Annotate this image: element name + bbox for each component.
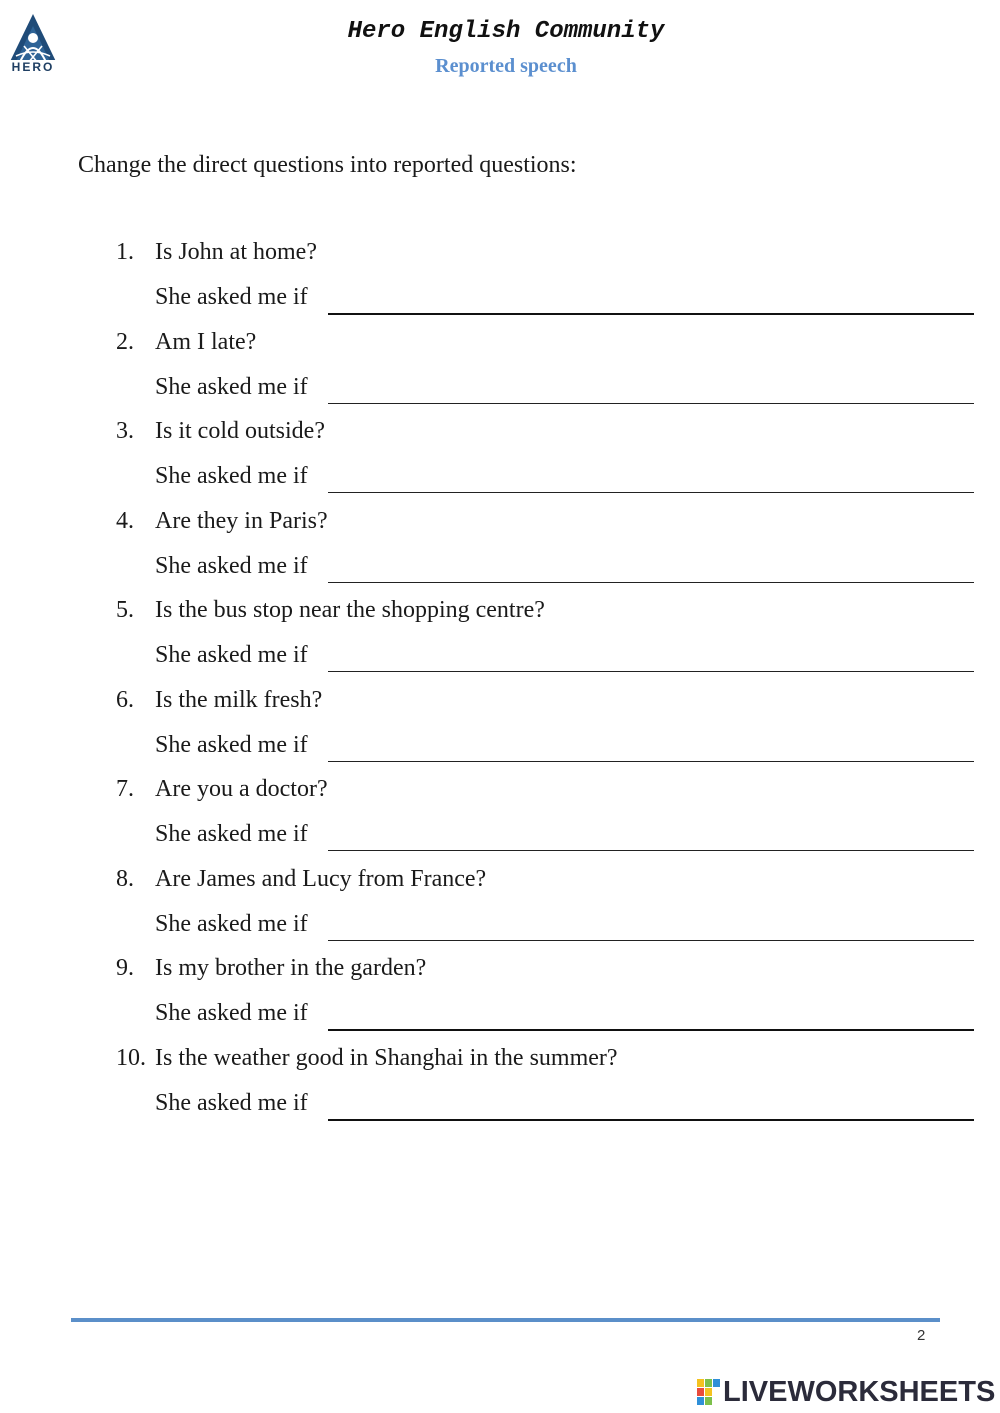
question-text: Are James and Lucy from France?: [155, 865, 487, 892]
answer-blank[interactable]: [328, 582, 974, 583]
question-item-3: [0, 418, 1000, 508]
liveworksheets-blocks-icon: [697, 1379, 721, 1405]
document-title: Hero English Community: [347, 18, 665, 45]
question-number: 9.: [116, 955, 134, 981]
question-item-4: [0, 508, 1000, 598]
answer-blank[interactable]: [328, 671, 974, 672]
liveworksheets-wordmark: LIVEWORKSHEETS: [723, 1375, 996, 1408]
question-text: Is my brother in the garden?: [155, 955, 427, 981]
question-text: Are they in Paris?: [155, 507, 328, 534]
answer-prefix: She asked me if: [155, 552, 308, 579]
question-item-1: [0, 239, 1000, 329]
question-number: 1.: [116, 239, 134, 265]
answer-blank[interactable]: [328, 761, 974, 762]
question-number: 3.: [116, 418, 134, 444]
question-text: Are you a doctor?: [155, 776, 328, 802]
question-number: 8.: [116, 865, 134, 892]
question-number: 6.: [116, 686, 134, 713]
question-text: Is the weather good in Shanghai in the summer?: [155, 1044, 618, 1071]
question-number: 4.: [116, 507, 134, 534]
question-text: Am I late?: [155, 328, 257, 355]
answer-prefix: She asked me if: [155, 463, 308, 489]
answer-prefix: She asked me if: [155, 284, 308, 310]
question-item-9: [0, 955, 1000, 1045]
answer-prefix: She asked me if: [155, 910, 308, 937]
question-item-10: [0, 1045, 1000, 1135]
answer-prefix: She asked me if: [155, 1000, 308, 1026]
question-line: [116, 329, 256, 356]
answer-prefix: She asked me if: [155, 642, 308, 668]
question-line: [116, 1045, 618, 1072]
question-line: [116, 597, 545, 624]
answer-blank[interactable]: [328, 940, 974, 941]
question-text: Is John at home?: [155, 239, 317, 265]
question-text: Is it cold outside?: [155, 418, 325, 444]
question-text: Is the bus stop near the shopping centre?: [155, 597, 545, 623]
footer-rule: [71, 1318, 940, 1322]
question-list: [0, 239, 1000, 1134]
page-number: 2: [917, 1327, 926, 1344]
answer-prefix: She asked me if: [155, 821, 308, 847]
question-item-8: [0, 866, 1000, 956]
answer-blank[interactable]: [328, 313, 974, 315]
question-text: Is the milk fresh?: [155, 686, 323, 713]
question-line: [116, 955, 426, 982]
question-number: 7.: [116, 776, 134, 802]
question-number: 2.: [116, 328, 134, 355]
logo-text: HERO: [11, 60, 55, 74]
instruction-text: Change the direct questions into reported questions:: [78, 152, 577, 178]
answer-blank[interactable]: [328, 403, 974, 404]
question-line: [116, 866, 486, 893]
document-subtitle: Reported speech: [435, 55, 577, 77]
answer-blank[interactable]: [328, 1119, 974, 1121]
answer-prefix: She asked me if: [155, 373, 308, 400]
question-number: 5.: [116, 597, 134, 623]
question-item-7: [0, 776, 1000, 866]
question-line: [116, 418, 325, 445]
answer-prefix: She asked me if: [155, 731, 308, 758]
question-number: 10.: [116, 1044, 146, 1071]
question-item-2: [0, 329, 1000, 419]
answer-prefix: She asked me if: [155, 1089, 308, 1116]
answer-blank[interactable]: [328, 1029, 974, 1031]
answer-blank[interactable]: [328, 850, 974, 851]
question-item-5: [0, 597, 1000, 687]
question-line: [116, 239, 317, 266]
question-item-6: [0, 687, 1000, 777]
question-line: [116, 508, 328, 535]
liveworksheets-brand: [697, 1376, 995, 1408]
answer-blank[interactable]: [328, 492, 974, 493]
question-line: [116, 687, 322, 714]
question-line: [116, 776, 328, 803]
